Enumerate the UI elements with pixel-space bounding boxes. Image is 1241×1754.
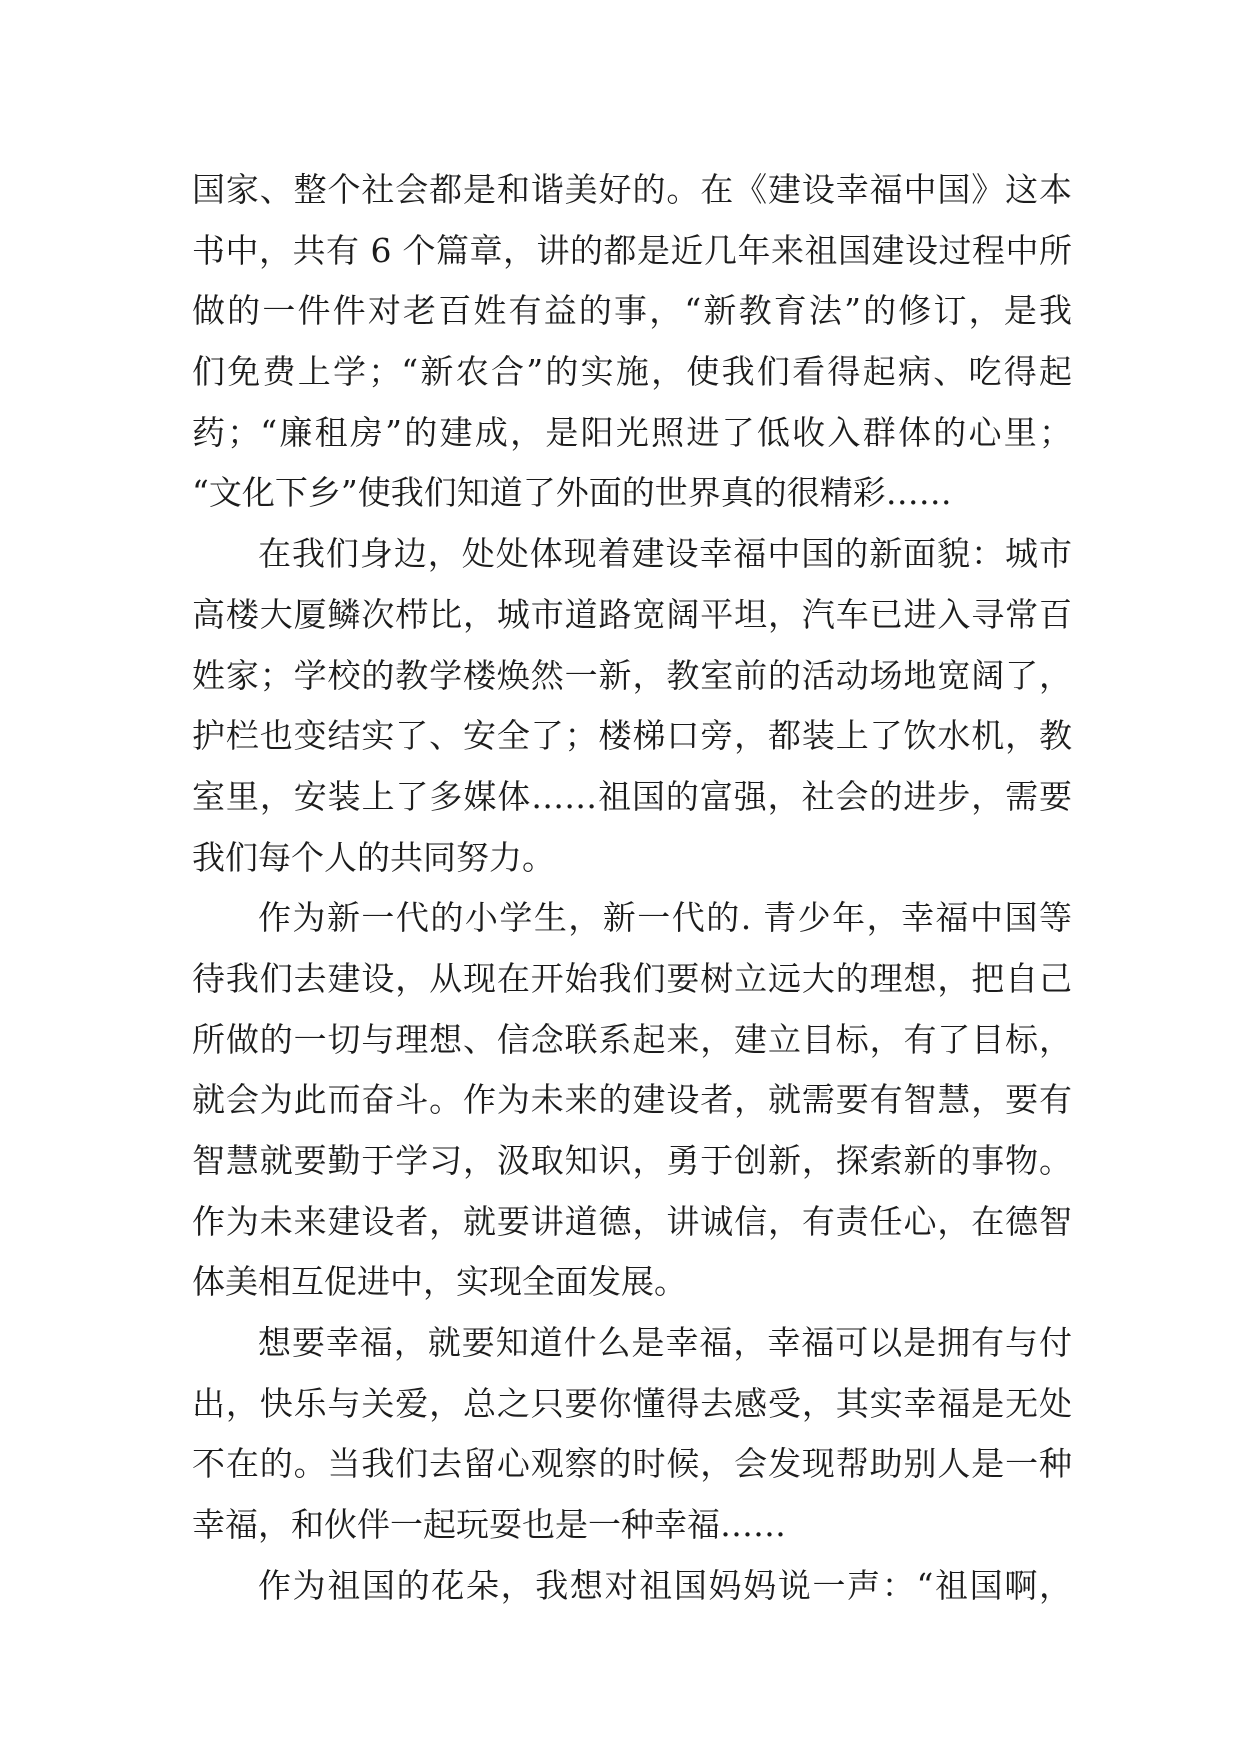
text-line: 作为新一代的小学生，新一代的. 青少年，幸福中国等 <box>258 898 1072 938</box>
text-line: 所做的一切与理想、信念联系起来，建立目标，有了目标， <box>192 1019 1072 1059</box>
text-line: 幸福，和伙伴一起玩耍也是一种幸福…… <box>192 1505 786 1545</box>
text-line: 国家、整个社会都是和谐美好的。在《建设幸福中国》这本 <box>192 170 1072 209</box>
text-line: 作为未来建设者，就要讲道德，讲诚信，有责任心，在德智 <box>192 1201 1072 1241</box>
text-line: 在我们身边，处处体现着建设幸福中国的新面貌：城市 <box>258 534 1072 574</box>
text-line: 们免费上学；“新农合”的实施，使我们看得起病、吃得起 <box>192 352 1072 392</box>
text-line: 我们每个人的共同努力。 <box>192 837 555 877</box>
paragraph-1 <box>192 160 1072 524</box>
text-line: 体美相互促进中，实现全面发展。 <box>192 1262 687 1302</box>
text-line: 智慧就要勤于学习，汲取知识，勇于创新，探索新的事物。 <box>192 1141 1072 1180</box>
text-line: 姓家；学校的教学楼焕然一新，教室前的活动场地宽阔了， <box>192 655 1072 695</box>
paragraph-4 <box>192 1313 1072 1556</box>
text-line: “文化下乡”使我们知道了外面的世界真的很精彩…… <box>192 473 952 513</box>
text-line: 药；“廉租房”的建成，是阳光照进了低收入群体的心里； <box>192 412 1072 452</box>
text-line: 书中，共有 6 个篇章，讲的都是近几年来祖国建设过程中所 <box>192 230 1072 270</box>
text-line: 出，快乐与关爱，总之只要你懂得去感受，其实幸福是无处 <box>192 1383 1072 1423</box>
text-line: 待我们去建设，从现在开始我们要树立远大的理想，把自己 <box>192 958 1072 998</box>
text-line: 想要幸福，就要知道什么是幸福，幸福可以是拥有与付 <box>258 1323 1072 1363</box>
text-line: 就会为此而奋斗。作为未来的建设者，就需要有智慧，要有 <box>192 1080 1072 1120</box>
paragraph-2 <box>192 524 1072 888</box>
text-line: 做的一件件对老百姓有益的事，“新教育法”的修订，是我 <box>192 291 1072 331</box>
body-text <box>192 160 1072 1617</box>
text-line: 室里，安装上了多媒体……祖国的富强，社会的进步，需要 <box>192 776 1072 816</box>
paragraph-3 <box>192 888 1072 1313</box>
text-line: 不在的。当我们去留心观察的时候，会发现帮助别人是一种 <box>192 1444 1072 1484</box>
text-line: 护栏也变结实了、安全了；楼梯口旁，都装上了饮水机，教 <box>192 716 1072 756</box>
text-line: 作为祖国的花朵，我想对祖国妈妈说一声：“祖国啊， <box>258 1565 1072 1605</box>
text-line: 高楼大厦鳞次栉比，城市道路宽阔平坦，汽车已进入寻常百 <box>192 594 1072 634</box>
paragraph-5 <box>192 1556 1072 1617</box>
